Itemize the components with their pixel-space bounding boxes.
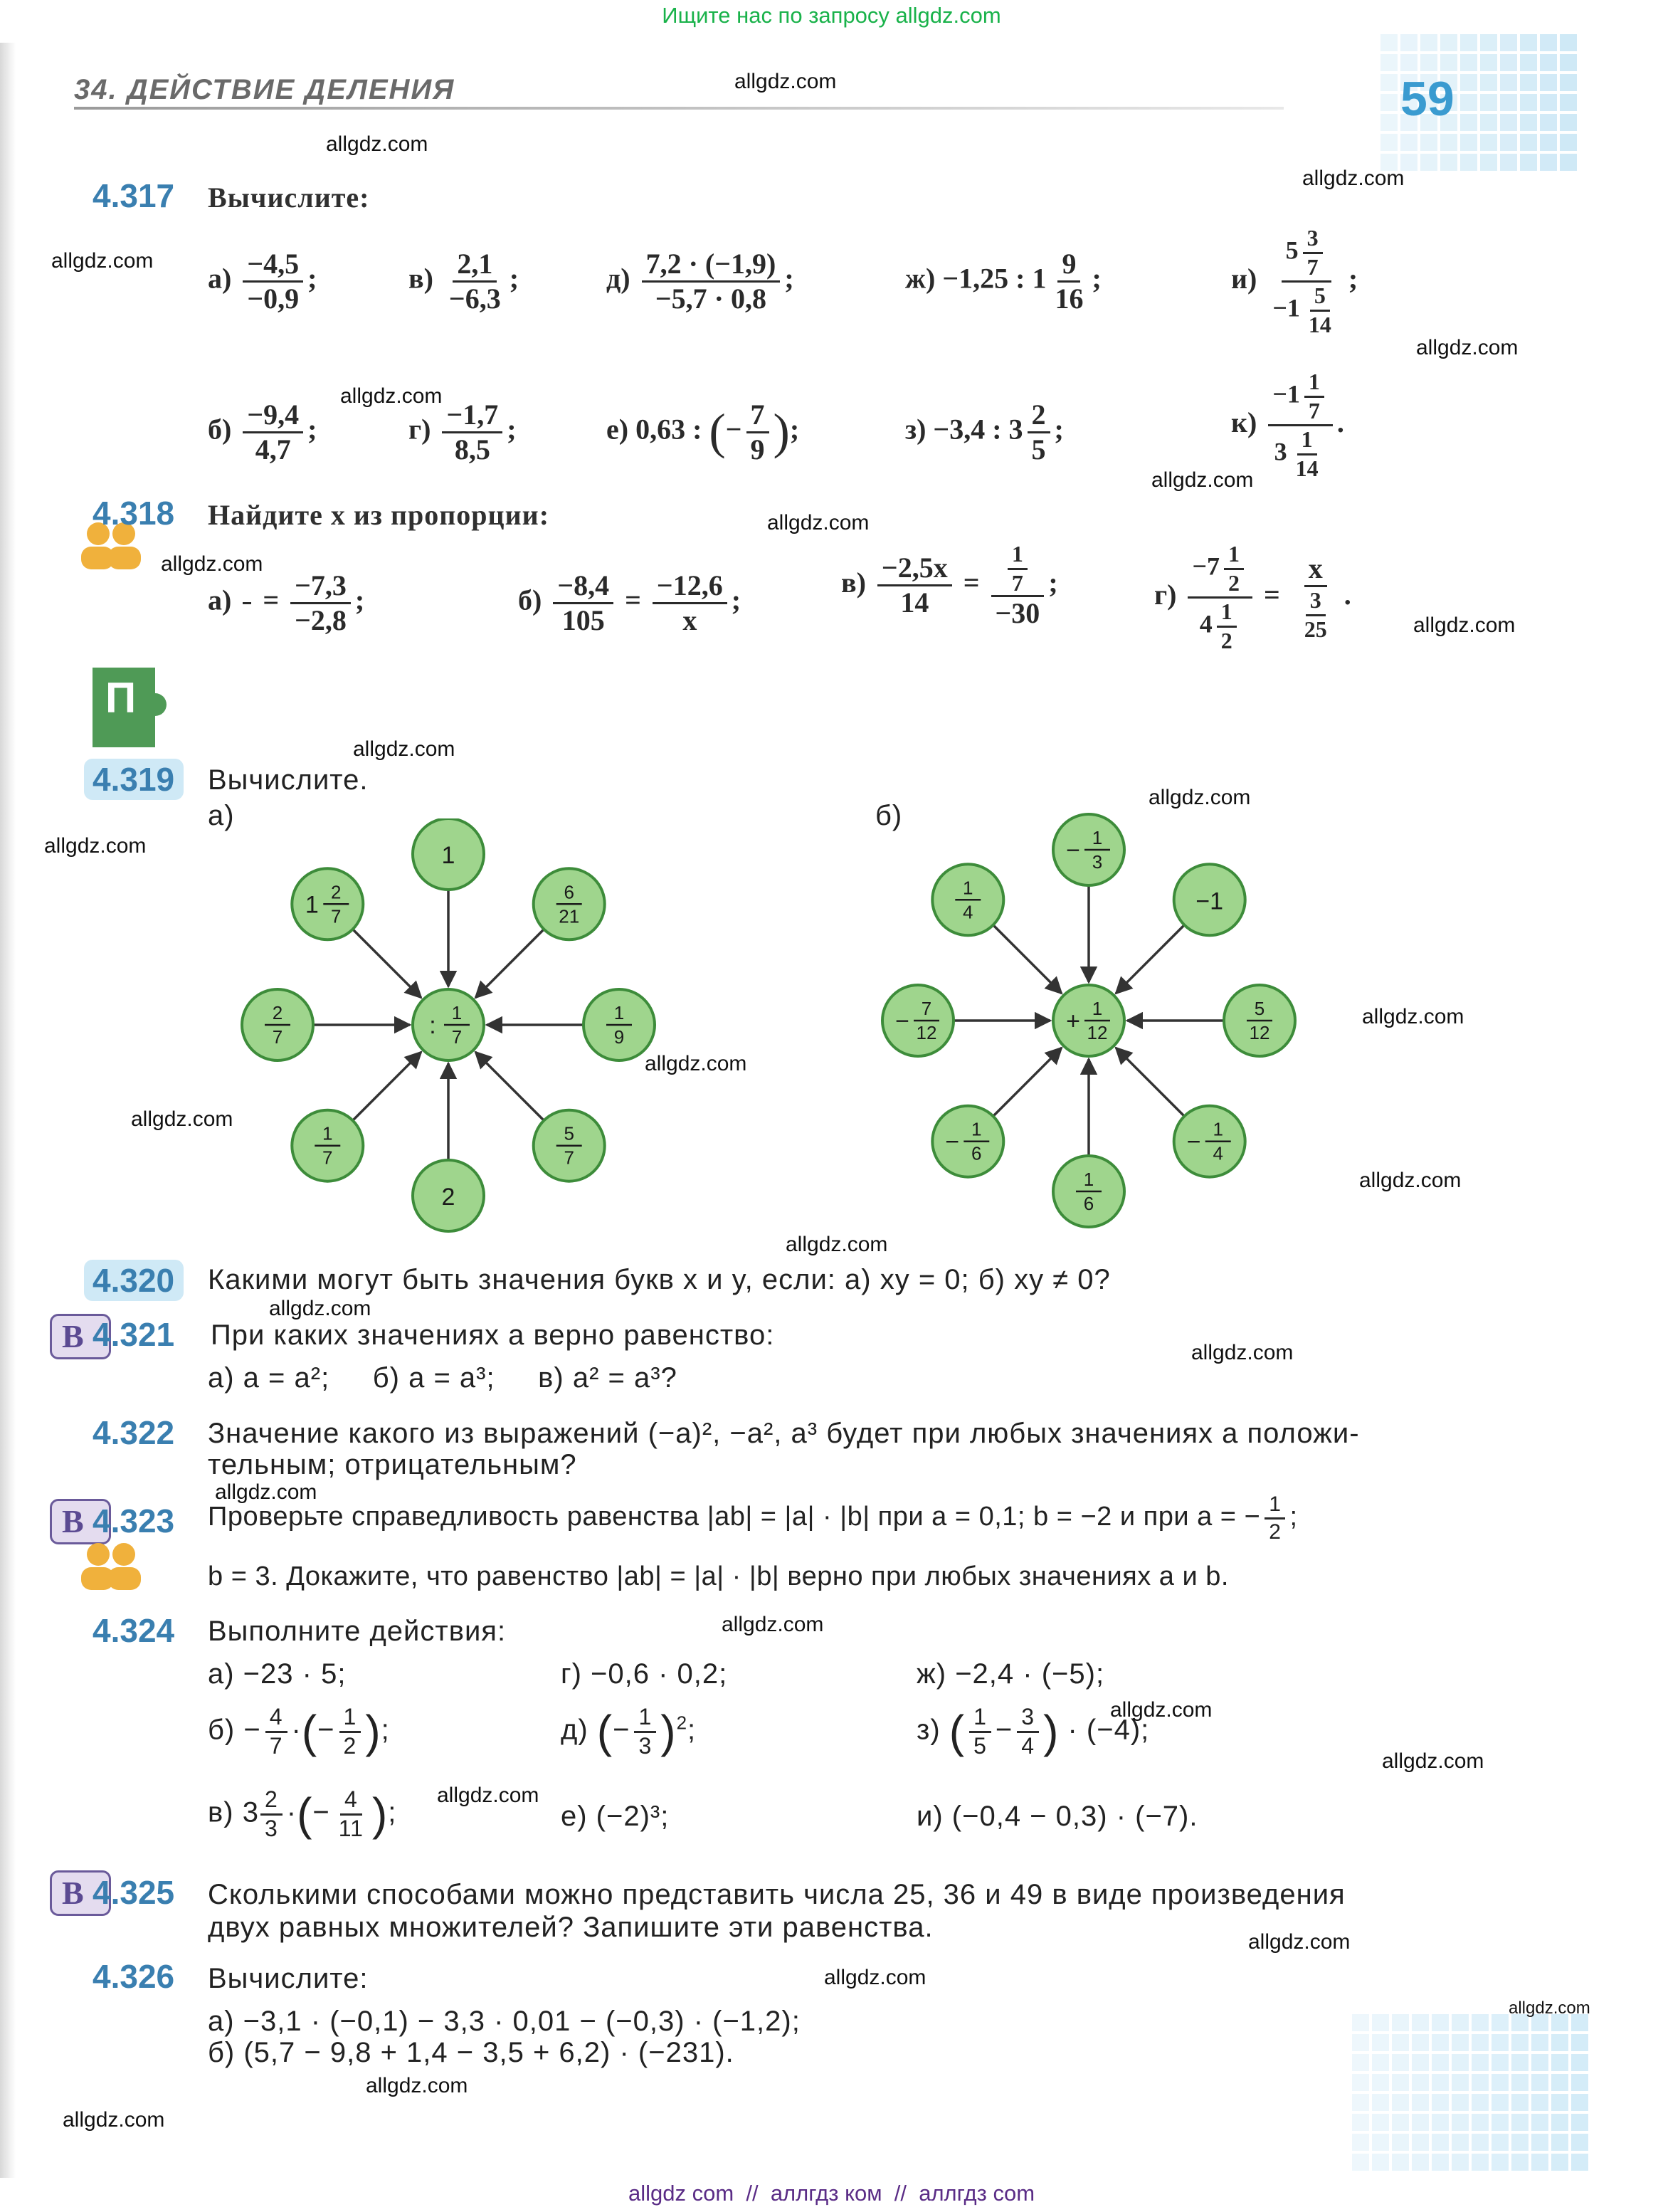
item-4-318-a: а) = $\frac{-7,3}{-2,8}$ ; <box>208 569 365 636</box>
diagram-b-node-numerator: 1 <box>971 1118 982 1140</box>
diagram-a-label: а) <box>208 800 235 831</box>
item-4-324-d: д) (− $\frac{1}{3}$ )$^2$; <box>561 1704 697 1759</box>
watermark: allgdz.com <box>1509 1998 1590 2018</box>
problem-text-4-323-line2: b = 3. Докажите, что равенство |ab| = |a| · |b| верно при любых значениях a и b. <box>208 1561 1229 1591</box>
watermark: allgdz.com <box>1413 613 1516 637</box>
watermark: allgdz.com <box>1149 786 1251 809</box>
project-badge: П <box>90 665 181 750</box>
watermark: allgdz.com <box>1110 1698 1213 1722</box>
problem-text-4-325-line1: Сколькими способами можно представить числа 25, 36 и 49 в виде произведения <box>208 1879 1346 1910</box>
problem-title-4-318: Найдите x из пропорции: <box>208 499 550 531</box>
watermark: allgdz.com <box>340 384 443 408</box>
watermark: allgdz.com <box>1362 1005 1464 1028</box>
footer-watermark: allgdz com // аллгдз ком // аллгдз com <box>628 2181 1035 2206</box>
problem-text-4-320: Какими могут быть значения букв x и y, если: а) xy = 0; б) xy ≠ 0? <box>208 1264 1111 1295</box>
item-4-324-v: в) 3 $\frac{2}{3}$ ·(− $\frac{4}{11}$ ); <box>208 1786 397 1841</box>
item-4-324-zh: ж) −2,4 · (−5); <box>917 1658 1105 1690</box>
watermark: allgdz.com <box>1382 1749 1484 1773</box>
problem-text-4-322-line2: тельным; отрицательным? <box>208 1449 577 1480</box>
diagram-b-node-numerator: 1 <box>1213 1118 1223 1140</box>
problem-title-4-326: Вычислите: <box>208 1963 369 1994</box>
top-watermark: Ищите нас по запросу allgdz.com <box>662 3 1001 28</box>
diagram-a-node-denominator: 7 <box>331 905 342 927</box>
diagram-a-arrow <box>475 929 544 998</box>
item-4-317-d: д) $\frac{7,2 \cdot (-1,9)}{-5,7 \cdot 0,8}$ ; <box>606 248 794 315</box>
item-4-326-a: а) −3,1 · (−0,1) − 3,3 · 0,01 − (−0,3) · (−1,2); <box>208 2006 801 2037</box>
diagram-b-arrow <box>1116 925 1184 994</box>
header-rule <box>74 107 1284 110</box>
level-marker-4-323: В <box>50 1499 111 1544</box>
watermark: allgdz.com <box>161 552 263 576</box>
problem-text-4-322-line1: Значение какого из выражений (−a)², −a², a³ будет при любых значениях a положи- <box>208 1418 1360 1449</box>
diagram-a-node-prefix: 1 <box>305 891 319 919</box>
diagram-b-node-numerator: 1 <box>1083 1169 1094 1190</box>
bottom-grid-decoration <box>1352 2014 1608 2178</box>
level-marker-4-325: В <box>50 1870 111 1916</box>
item-4-317-e: е) 0,63 : (− $\frac{7}{9}$ ); <box>606 399 800 465</box>
diagram-b-center-node-denominator: 12 <box>1087 1022 1108 1043</box>
watermark: allgdz.com <box>366 2074 468 2097</box>
diagram-a-node-denominator: 9 <box>613 1026 625 1048</box>
problem-title-4-317: Вычислите: <box>208 181 370 214</box>
diagram-b <box>861 804 1316 1245</box>
watermark: allgdz.com <box>215 1480 317 1504</box>
diagram-b-label: б) <box>875 800 903 831</box>
diagram-b-node-denominator: 12 <box>1249 1022 1270 1043</box>
watermark: allgdz.com <box>1151 468 1254 492</box>
diagram-a-arrow <box>353 1052 421 1120</box>
diagram-a-center-node-prefix: : <box>429 1012 436 1039</box>
diagram-b-node-value: −1 <box>1195 888 1224 915</box>
diagram-b-arrow <box>1116 1048 1184 1116</box>
diagram-b-node-numerator: 1 <box>963 877 973 899</box>
page-number: 59 <box>1400 72 1455 126</box>
diagram-a-center-node-numerator: 1 <box>451 1002 463 1023</box>
diagram-a-node-numerator: 1 <box>613 1002 625 1023</box>
diagram-a-node-denominator: 7 <box>322 1147 333 1169</box>
diagram-b-arrow <box>993 925 1062 994</box>
problem-title-4-324: Выполните действия: <box>208 1616 507 1647</box>
problem-number-4-320: 4.320 <box>93 1262 175 1299</box>
item-4-324-g: г) −0,6 · 0,2; <box>561 1658 728 1690</box>
problem-text-4-323-line1: Проверьте справедливость равенства |ab| = |a| · |b| при a = 0,1; b = −2 и при a = − $\frac{1}{2}$ ; <box>208 1492 1298 1544</box>
watermark: allgdz.com <box>1191 1341 1294 1364</box>
item-4-324-z: з) ( $\frac{1}{5}$ − $\frac{3}{4}$ ) · (−4); <box>917 1704 1150 1759</box>
diagram-b-node-denominator: 3 <box>1092 851 1103 873</box>
diagram-b-center-node-numerator: 1 <box>1092 998 1103 1019</box>
level-marker-4-321: В <box>50 1314 111 1359</box>
watermark: allgdz.com <box>269 1297 371 1320</box>
diagram-a-center-node-denominator: 7 <box>451 1026 463 1048</box>
diagram-a-node-denominator: 7 <box>272 1026 283 1048</box>
diagram-b-node-denominator: 4 <box>963 901 973 923</box>
item-4-317-g: г) $\frac{-1,7}{8,5}$ ; <box>408 399 517 465</box>
problem-number-4-319: 4.319 <box>93 761 175 798</box>
problem-number-4-322: 4.322 <box>93 1414 175 1451</box>
problem-number-4-326: 4.326 <box>93 1958 175 1995</box>
diagram-b-node-prefix: − <box>895 1008 909 1035</box>
watermark: allgdz.com <box>1248 1930 1351 1954</box>
problem-text-4-325-line2: двух равных множителей? Запишите эти равенства. <box>208 1912 934 1943</box>
item-4-317-k: к) −1 $\frac{1}{7}$ 3 $\frac{1}{14}$ . <box>1231 369 1344 481</box>
problem-text-4-321: При каких значениях a верно равенство: <box>211 1320 775 1351</box>
item-4-318-g: г) −7 $\frac{1}{2}$ 4 $\frac{1}{2}$ = $\frac{x}{\frac{3}{25}}$ . <box>1154 541 1351 653</box>
diagram-b-node-denominator: 6 <box>971 1142 982 1164</box>
watermark: allgdz.com <box>44 834 147 858</box>
diagram-a-node-value: 1 <box>441 842 455 869</box>
diagram-a <box>235 818 676 1245</box>
diagram-a-node-numerator: 5 <box>564 1122 574 1144</box>
item-4-318-b: б) $\frac{-8,4}{105}$ = $\frac{-12,6}{x}$ ; <box>518 569 741 636</box>
diagram-a-node-numerator: 2 <box>272 1002 283 1023</box>
problem-number-4-323: 4.323 <box>93 1502 175 1539</box>
watermark: allgdz.com <box>326 132 428 156</box>
diagram-b-node-numerator: 1 <box>1092 827 1103 848</box>
page-edge-shadow <box>0 43 16 2178</box>
diagram-b-node-prefix: − <box>945 1128 960 1156</box>
watermark: allgdz.com <box>131 1107 233 1131</box>
watermark: allgdz.com <box>1302 167 1405 190</box>
item-4-317-a: а) $\frac{-4,5}{-0,9}$ ; <box>208 248 317 315</box>
diagram-a-arrow <box>475 1052 544 1120</box>
diagram-a-node-denominator: 21 <box>559 905 580 927</box>
item-4-324-b: б) − $\frac{4}{7}$ ·(− $\frac{1}{2}$ ); <box>208 1704 390 1759</box>
watermark: allgdz.com <box>786 1233 888 1256</box>
diagram-a-node-denominator: 7 <box>564 1147 574 1169</box>
item-4-324-i: и) (−0,4 − 0,3) · (−7). <box>917 1801 1198 1832</box>
watermark: allgdz.com <box>1416 336 1519 359</box>
problem-number-4-324: 4.324 <box>93 1612 175 1649</box>
watermark: allgdz.com <box>437 1784 539 1807</box>
item-4-324-a: а) −23 · 5; <box>208 1658 347 1690</box>
watermark: allgdz.com <box>1359 1169 1462 1192</box>
diagram-b-center-node-prefix: + <box>1066 1008 1080 1035</box>
pair-work-icon-4-323 <box>77 1540 145 1591</box>
watermark: allgdz.com <box>645 1052 747 1075</box>
watermark: allgdz.com <box>734 70 837 93</box>
item-4-324-e: е) (−2)³; <box>561 1801 670 1832</box>
diagram-a-node-numerator: 6 <box>564 881 574 903</box>
watermark: allgdz.com <box>767 511 870 534</box>
diagram-a-arrow <box>353 929 421 998</box>
watermark: allgdz.com <box>63 2108 165 2132</box>
problem-number-4-317: 4.317 <box>93 177 175 214</box>
diagram-b-node-prefix: − <box>1186 1128 1201 1156</box>
problem-title-4-319: Вычислите. <box>208 764 369 796</box>
diagram-a-node-numerator: 1 <box>322 1122 333 1144</box>
item-4-317-zh: ж) −1,25 : 1 $\frac{9}{16}$ ; <box>905 248 1102 315</box>
item-4-317-v: в) $\frac{2,1}{-6,3}$ ; <box>408 248 519 315</box>
watermark: allgdz.com <box>51 249 154 273</box>
diagram-b-node-prefix: − <box>1066 837 1080 864</box>
problem-number-4-321: 4.321 <box>93 1316 175 1353</box>
watermark: allgdz.com <box>824 1966 926 1989</box>
diagram-b-node-numerator: 7 <box>921 998 932 1019</box>
diagram-b-node-denominator: 4 <box>1213 1142 1223 1164</box>
section-header: 34. ДЕЙСТВИЕ ДЕЛЕНИЯ <box>74 74 455 105</box>
diagram-b-node-denominator: 12 <box>916 1022 937 1043</box>
watermark: allgdz.com <box>353 737 455 761</box>
item-4-318-v: в) $\frac{-2,5x}{14}$ = $\frac{\frac{1}{7}}{-30}$ ; <box>841 541 1058 630</box>
problem-items-4-321: а) a = a²; б) a = a³; в) a² = a³? <box>208 1362 677 1394</box>
item-4-326-b: б) (5,7 − 9,8 + 1,4 − 3,5 + 6,2) · (−231). <box>208 2037 734 2068</box>
watermark: allgdz.com <box>722 1613 824 1636</box>
item-4-317-i: и) 5 $\frac{3}{7}$ −1 $\frac{5}{14}$ ; <box>1231 225 1358 337</box>
item-4-317-z: з) −3,4 : 3 $\frac{2}{5}$ ; <box>905 399 1064 465</box>
diagram-a-node-numerator: 2 <box>331 881 342 903</box>
problem-number-4-318: 4.318 <box>93 495 175 532</box>
diagram-b-node-denominator: 6 <box>1083 1193 1094 1214</box>
item-4-317-b: б) $\frac{-9,4}{4,7}$ ; <box>208 399 317 465</box>
diagram-a-node-value: 2 <box>441 1184 455 1211</box>
diagram-b-arrow <box>993 1048 1062 1116</box>
problem-number-4-325: 4.325 <box>93 1874 175 1911</box>
diagram-b-node-numerator: 5 <box>1254 998 1265 1019</box>
